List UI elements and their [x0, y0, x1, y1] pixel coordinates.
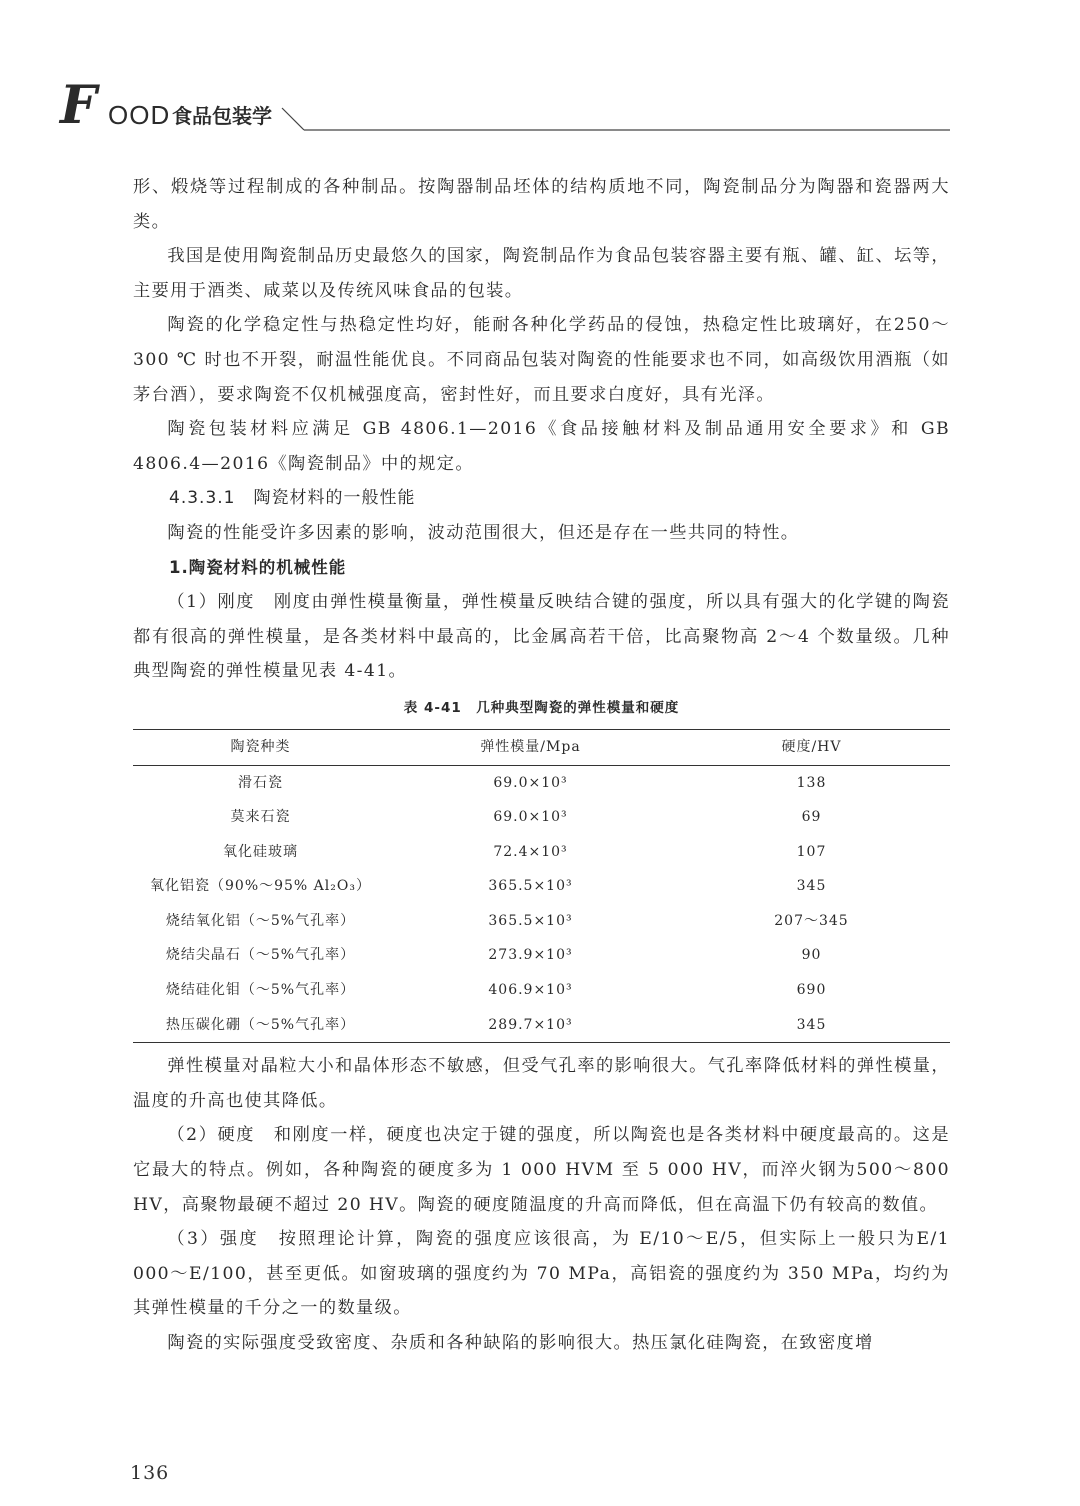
- table-row: [133, 904, 950, 939]
- cell-modulus: 406.9×10³: [488, 982, 573, 999]
- section-heading: 4.3.3.1 陶瓷材料的一般性能: [169, 488, 416, 509]
- paragraph-6: （1）刚度 刚度由弹性模量衡量，弹性模量反映结合键的强度，所以具有强大的化学键的陶瓷都有很高的弹性模量，是各类材料中最高的，比金属高若干倍，比高聚物高 2～4 个数量级。几种典型陶瓷的弹性模量见表 4-41。: [133, 592, 950, 682]
- table-row: [133, 1008, 950, 1043]
- cell-name: 莫来石瓷: [230, 809, 291, 826]
- cell-hardness: 69: [801, 809, 822, 826]
- paragraph-4: 陶瓷包装材料应满足 GB 4806.1—2016《食品接触材料及制品通用安全要求》和 GB 4806.4—2016《陶瓷制品》中的规定。: [133, 419, 950, 474]
- cell-modulus: 273.9×10³: [488, 947, 573, 964]
- cell-hardness: 90: [801, 947, 822, 964]
- cell-name: 烧结硅化钼（～5%气孔率）: [165, 982, 356, 999]
- page-body: [133, 170, 950, 1361]
- cell-name: 烧结尖晶石（～5%气孔率）: [165, 947, 356, 964]
- cell-modulus: 289.7×10³: [488, 1016, 573, 1033]
- cell-hardness: 107: [796, 843, 827, 860]
- page-number: 136: [130, 1462, 170, 1484]
- table-row: [133, 973, 950, 1008]
- modulus-hardness-table: [133, 729, 950, 1043]
- paragraph-3: 陶瓷的化学稳定性与热稳定性均好，能耐各种化学药品的侵蚀，热稳定性比玻璃好，在250～300 ℃ 时也不开裂，耐温性能优良。不同商品包装对陶瓷的性能要求也不同，如高级饮用酒瓶（如茅台酒），要求陶瓷不仅机械强度高，密封性好，而且要求白度好，具有光泽。: [133, 315, 950, 405]
- logo-letter-f: F: [60, 75, 97, 136]
- cell-modulus: 69.0×10³: [493, 774, 568, 791]
- table-row: [133, 869, 950, 904]
- cell-hardness: 138: [796, 774, 827, 791]
- column-header-modulus: 弹性模量/Mpa: [388, 729, 673, 765]
- cell-modulus: 365.5×10³: [488, 878, 573, 895]
- logo-letters: OOD: [108, 100, 171, 130]
- cell-name: 氧化硅玻璃: [223, 843, 298, 860]
- cell-modulus: 365.5×10³: [488, 912, 573, 929]
- cell-modulus: 72.4×10³: [493, 843, 568, 860]
- cell-name: 热压碳化硼（～5%气孔率）: [165, 1016, 356, 1033]
- cell-hardness: 345: [796, 878, 827, 895]
- cell-hardness: 207～345: [774, 912, 849, 929]
- column-header-type: 陶瓷种类: [133, 729, 388, 765]
- paragraph-10: 陶瓷的实际强度受致密度、杂质和各种缺陷的影响很大。热压氯化硅陶瓷，在致密度增: [167, 1333, 874, 1353]
- column-header-hardness: 硬度/HV: [673, 729, 950, 765]
- table-header-row: [133, 729, 950, 765]
- paragraph-9: （3）强度 按照理论计算，陶瓷的强度应该很高，为 E/10～E/5，但实际上一般只为E/1 000～E/100，甚至更低。如窗玻璃的强度约为 70 MPa，高铝瓷的强度约为 350 MPa，均约为其弹性模量的千分之一的数量级。: [133, 1229, 950, 1319]
- cell-name: 氧化铝瓷（90%～95% Al₂O₃）: [150, 878, 371, 895]
- table-row: [133, 835, 950, 870]
- paragraph-8: （2）硬度 和刚度一样，硬度也决定于键的强度，所以陶瓷也是各类材料中硬度最高的。这是它最大的特点。例如，各种陶瓷的硬度多为 1 000 HVM 至 5 000 HV，而淬火钢为500～800 HV，高聚物最硬不超过 20 HV。陶瓷的硬度随温度的升高而降低，但在高温下仍有较高的数值。: [133, 1125, 950, 1215]
- table-row: [133, 938, 950, 973]
- cell-name: 滑石瓷: [238, 774, 283, 791]
- subsection-heading: 1.陶瓷材料的机械性能: [169, 557, 347, 577]
- book-title: 食品包装学: [172, 104, 272, 128]
- cell-modulus: 69.0×10³: [493, 809, 568, 826]
- cell-hardness: 690: [796, 982, 827, 999]
- table-caption: 表 4-41 几种典型陶瓷的弹性模量和硬度: [403, 699, 680, 716]
- paragraph-2: 我国是使用陶瓷制品历史最悠久的国家，陶瓷制品作为食品包装容器主要有瓶、罐、缸、坛等，主要用于酒类、咸菜以及传统风味食品的包装。: [133, 246, 950, 301]
- paragraph-7: 弹性模量对晶粒大小和晶体形态不敏感，但受气孔率的影响很大。气孔率降低材料的弹性模量，温度的升高也使其降低。: [133, 1056, 950, 1111]
- paragraph-1: 形、煅烧等过程制成的各种制品。按陶器制品坯体的结构质地不同，陶瓷制品分为陶器和瓷器两大类。: [133, 177, 950, 232]
- running-header: [60, 75, 950, 142]
- cell-hardness: 345: [796, 1016, 827, 1033]
- table-row: [133, 800, 950, 835]
- paragraph-5: 陶瓷的性能受许多因素的影响，波动范围很大，但还是存在一些共同的特性。: [167, 522, 800, 543]
- cell-name: 烧结氧化铝（～5%气孔率）: [165, 912, 356, 929]
- table-row: [133, 765, 950, 800]
